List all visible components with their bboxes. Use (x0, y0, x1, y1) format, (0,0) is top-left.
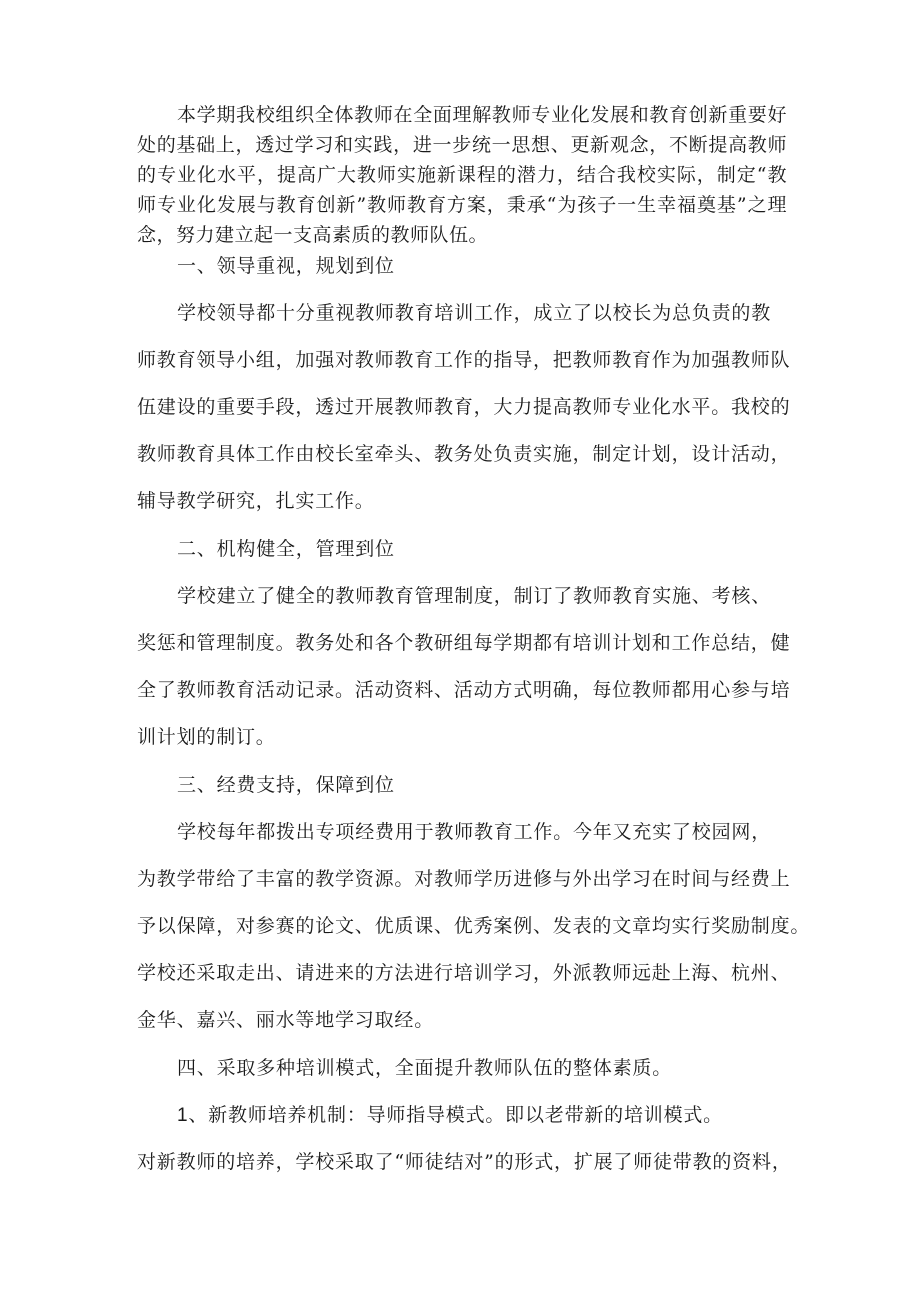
section1-line: 伍建设的重要手段，透过开展教师教育，大力提高教师专业化水平。我校的 (137, 396, 791, 418)
section3-line: 学校还采取走出、请进来的方法进行培训学习，外派教师远赴上海、杭州、 (137, 962, 791, 984)
subsection1-heading (177, 1103, 837, 1128)
section2-heading: 二、机构健全，管理到位 (177, 538, 395, 560)
section4-heading: 四、采取多种培训模式，全面提升教师队伍的整体素质。 (177, 1057, 673, 1079)
section1-heading: 一、领导重视，规划到位 (177, 255, 395, 277)
section2-line: 全了教师教育活动记录。活动资料、活动方式明确，每位教师都用心参与培 (137, 679, 791, 701)
section2-line: 奖惩和管理制度。教务处和各个教研组每学期都有培训计划和工作总结，健 (137, 632, 791, 654)
section2-line: 学校建立了健全的教师教育管理制度，制订了教师教育实施、考核、 (177, 585, 772, 607)
section1-line: 教师教育具体工作由校长室牵头、教务处负责实施，制定计划，设计活动， (137, 443, 791, 465)
section1-line: 师教育领导小组，加强对教师教育工作的指导，把教师教育作为加强教师队 (137, 349, 791, 371)
section4-line: 对新教师的培养，学校采取了“师徒结对”的形式，扩展了师徒带教的资料， (137, 1151, 792, 1173)
section1-line: 学校领导都十分重视教师教育培训工作，成立了以校长为总负责的教 (177, 302, 772, 324)
subsection1-number: 1 (177, 1105, 189, 1126)
section3-line: 为教学带给了丰富的教学资源。对教师学历进修与外出学习在时间与经费上 (137, 868, 791, 890)
section3-line: 学校每年都拨出专项经费用于教师教育工作。今年又充实了校园网， (177, 821, 772, 843)
section3-line: 金华、嘉兴、丽水等地学习取经。 (137, 1009, 435, 1031)
subsection1-text: 、新教师培养机制：导师指导模式。即以老带新的培训模式。 (188, 1104, 723, 1126)
section3-heading: 三、经费支持，保障到位 (177, 774, 395, 796)
section2-line: 训计划的制订。 (137, 726, 276, 748)
section3-line: 予以保障，对参赛的论文、优质课、优秀案例、发表的文章均实行奖励制度。 (137, 915, 811, 937)
section1-line: 辅导教学研究，扎实工作。 (137, 490, 375, 512)
intro-paragraph: 本学期我校组织全体教师在全面理解教师专业化发展和教育创新重要好处的基础上，透过学习和实践，进一步统一思想、更新观念，不断提高教师的专业化水平，提高广大教师实施新课程的潜力，结合我校实际，制定“教师专业化发展与教育创新”教师教育方案，秉承“为孩子一生幸福奠基”之理念，努力建立起一支高素质的教师队伍。 (137, 104, 787, 246)
